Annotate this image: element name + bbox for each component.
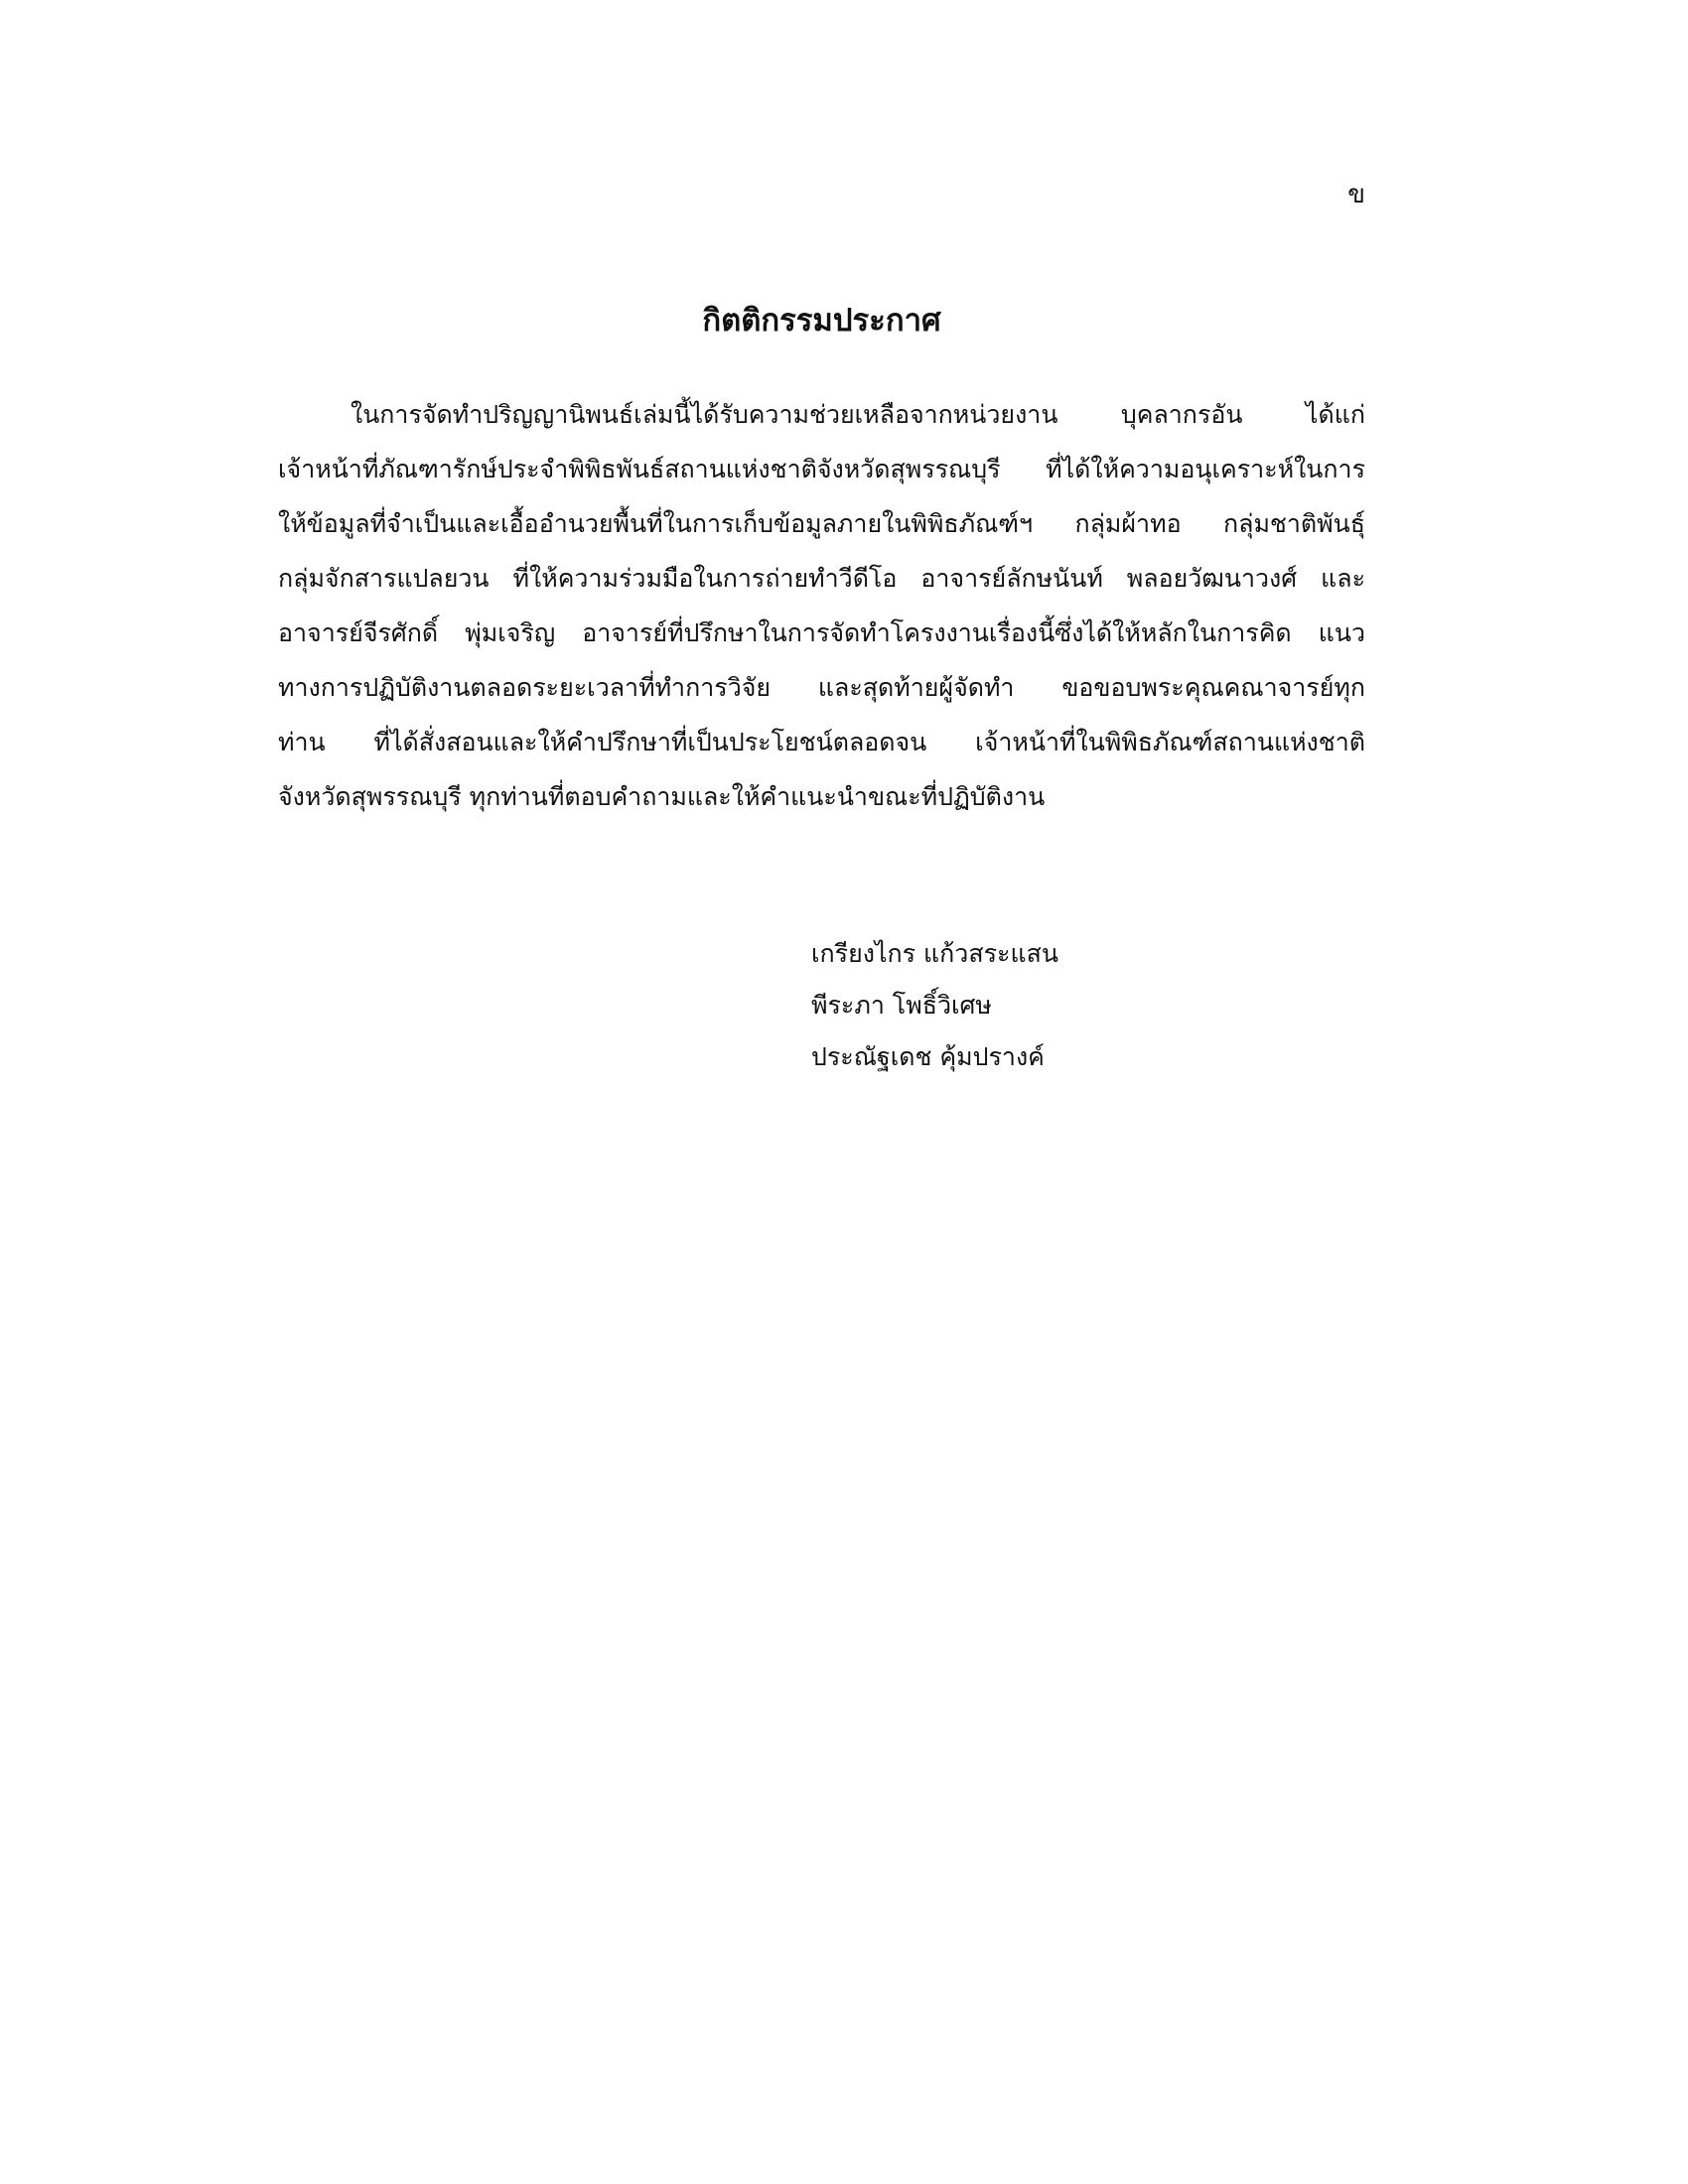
signature-name: ประณัฐเดช คุ้มปรางค์ — [811, 1042, 1045, 1071]
paragraph-line: ท่าน ที่ได้สั่งสอนและให้คำปรึกษาที่เป็นประโยชน์ตลอดจน เจ้าหน้าที่ในพิพิธภัณฑ์สถานแห่งชาติ — [278, 728, 1365, 756]
signature-block — [811, 928, 1328, 1083]
paragraph-line: จังหวัดสุพรรณบุรี ทุกท่านที่ตอบคำถามและให้คำแนะนำขณะที่ปฏิบัติงาน — [278, 782, 1046, 811]
signature-name: เกรียงไกร แก้วสระแสน — [811, 939, 1058, 968]
paragraph-line: อาจารย์จีรศักดิ์ พุ่มเจริญ อาจารย์ที่ปรึกษาในการจัดทำโครงงานเรื่องนี้ซึ่งได้ให้หลักในการคิด แนว — [278, 618, 1365, 647]
signature-name: พีระภา โพธิ์วิเศษ — [811, 991, 992, 1020]
paragraph-line: ให้ข้อมูลที่จำเป็นและเอื้ออำนวยพื้นที่ในการเก็บข้อมูลภายในพิพิธภัณฑ์ฯ กลุ่มผ้าทอ กลุ่มชาติพันธุ์ — [278, 509, 1365, 538]
paragraph-line: ในการจัดทำปริญญานิพนธ์เล่มนี้ได้รับความช่วยเหลือจากหน่วยงาน บุคลากรอัน ได้แก่ — [351, 400, 1365, 429]
acknowledgement-paragraph — [278, 387, 1365, 824]
paragraph-line: ทางการปฏิบัติงานตลอดระยะเวลาที่ทำการวิจัย และสุดท้ายผู้จัดทำ ขอขอบพระคุณคณาจารย์ทุก — [278, 673, 1365, 702]
paragraph-line: เจ้าหน้าที่ภัณฑารักษ์ประจำพิพิธพันธ์สถานแห่งชาติจังหวัดสุพรรณบุรี ที่ได้ให้ความอนุเคราะห์ในการ — [278, 455, 1365, 483]
page-number: ข — [1347, 180, 1365, 209]
page-title: กิตติกรรมประกาศ — [702, 302, 941, 339]
paragraph-line: กลุ่มจักสารแปลยวน ที่ให้ความร่วมมือในการถ่ายทำวีดีโอ อาจารย์ลักษนันท์ พลอยวัฒนาวงศ์ และ — [278, 564, 1365, 593]
